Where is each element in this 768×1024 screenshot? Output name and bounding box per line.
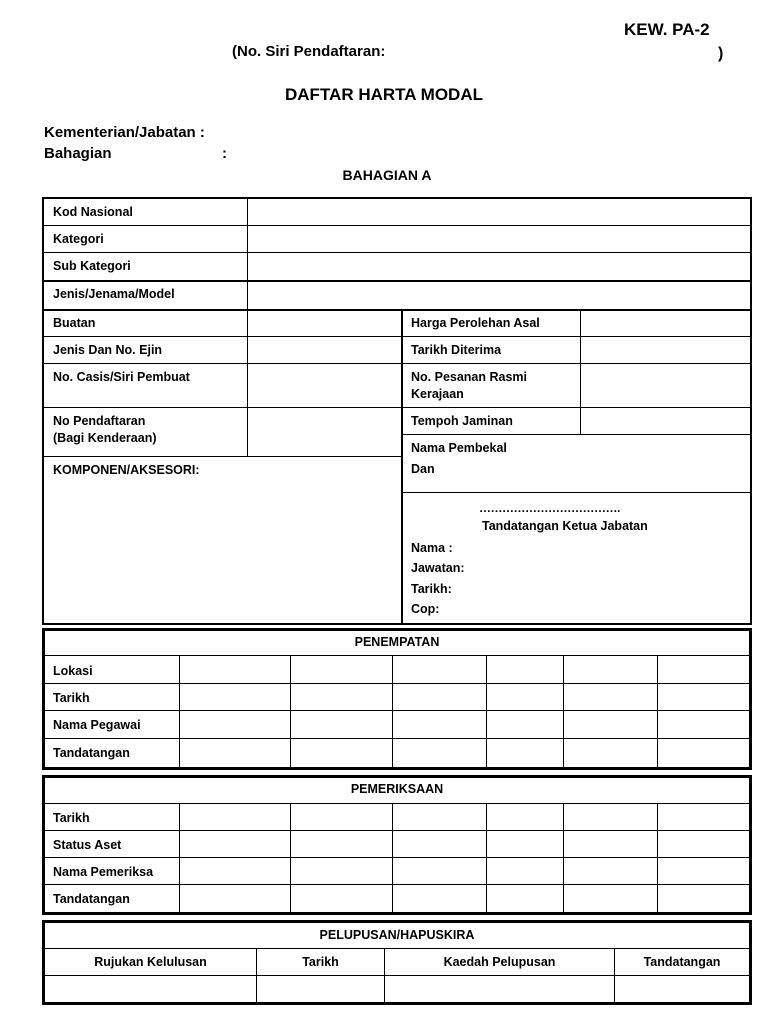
- kementerian-label: Kementerian/Jabatan :: [44, 124, 205, 141]
- pemeriksaan-table: [42, 775, 752, 915]
- jenis-ejin-label: Jenis Dan No. Ejin: [53, 343, 163, 357]
- pelupusan-col-header: Rujukan Kelulusan: [94, 955, 207, 969]
- tempoh-label: Tempoh Jaminan: [411, 414, 513, 428]
- pemeriksaan-row-label: Tandatangan: [53, 892, 130, 906]
- bahagian-colon: :: [222, 145, 227, 162]
- page-title: DAFTAR HARTA MODAL: [285, 85, 483, 104]
- pemeriksaan-row-label: Nama Pemeriksa: [53, 865, 154, 879]
- part-a-table: [42, 197, 752, 625]
- penempatan-row-label: Nama Pegawai: [53, 718, 141, 732]
- signature-caption: Tandatangan Ketua Jabatan: [482, 519, 648, 533]
- signature-line: ……………………………….: [479, 501, 620, 515]
- pelupusan-col-header: Kaedah Pelupusan: [443, 955, 556, 969]
- pesanan-label-line2: Kerajaan: [411, 387, 464, 401]
- pelupusan-col-header: Tandatangan: [643, 955, 721, 969]
- penempatan-title: PENEMPATAN: [354, 635, 440, 649]
- harga-label: Harga Perolehan Asal: [411, 316, 540, 330]
- penempatan-row-label: Lokasi: [53, 664, 93, 678]
- section-title: BAHAGIAN A: [342, 167, 432, 183]
- cop-label: Cop:: [411, 602, 440, 616]
- kod-nasional-label: Kod Nasional: [53, 205, 133, 219]
- no-pendaftaran-label: No Pendaftaran: [53, 414, 146, 428]
- buatan-label: Buatan: [53, 316, 96, 330]
- sub-kategori-label: Sub Kategori: [53, 259, 131, 273]
- casis-label: No. Casis/Siri Pembuat: [53, 370, 190, 384]
- penempatan-table: [42, 628, 752, 770]
- pelupusan-title: PELUPUSAN/HAPUSKIRA: [319, 928, 475, 942]
- siri-label: (No. Siri Pendaftaran:: [232, 43, 386, 60]
- nama-label: Nama :: [411, 541, 453, 555]
- penempatan-row-label: Tandatangan: [53, 746, 130, 760]
- pesanan-label-line1: No. Pesanan Rasmi: [411, 370, 528, 384]
- pemeriksaan-row-label: Tarikh: [53, 811, 90, 825]
- pemeriksaan-row-label: Status Aset: [53, 838, 122, 852]
- form-code: KEW. PA-2: [624, 20, 710, 39]
- jawatan-label: Jawatan:: [411, 561, 465, 575]
- jenis-model-label: Jenis/Jenama/Model: [53, 287, 175, 301]
- tarikh-diterima-label: Tarikh Diterima: [411, 343, 502, 357]
- komponen-label: KOMPONEN/AKSESORI:: [53, 463, 200, 477]
- siri-close-paren: ): [718, 45, 724, 62]
- tarikh-label: Tarikh:: [411, 582, 452, 596]
- pemeriksaan-title: PEMERIKSAAN: [350, 782, 444, 796]
- pembekal-label-line1: Nama Pembekal: [411, 441, 507, 455]
- penempatan-row-label: Tarikh: [53, 691, 90, 705]
- kategori-label: Kategori: [53, 232, 104, 246]
- bagi-kenderaan-label: (Bagi Kenderaan): [53, 431, 157, 445]
- bahagian-label: Bahagian: [44, 145, 112, 162]
- pelupusan-col-header: Tarikh: [302, 955, 339, 969]
- pembekal-label-line2: Dan: [411, 462, 435, 476]
